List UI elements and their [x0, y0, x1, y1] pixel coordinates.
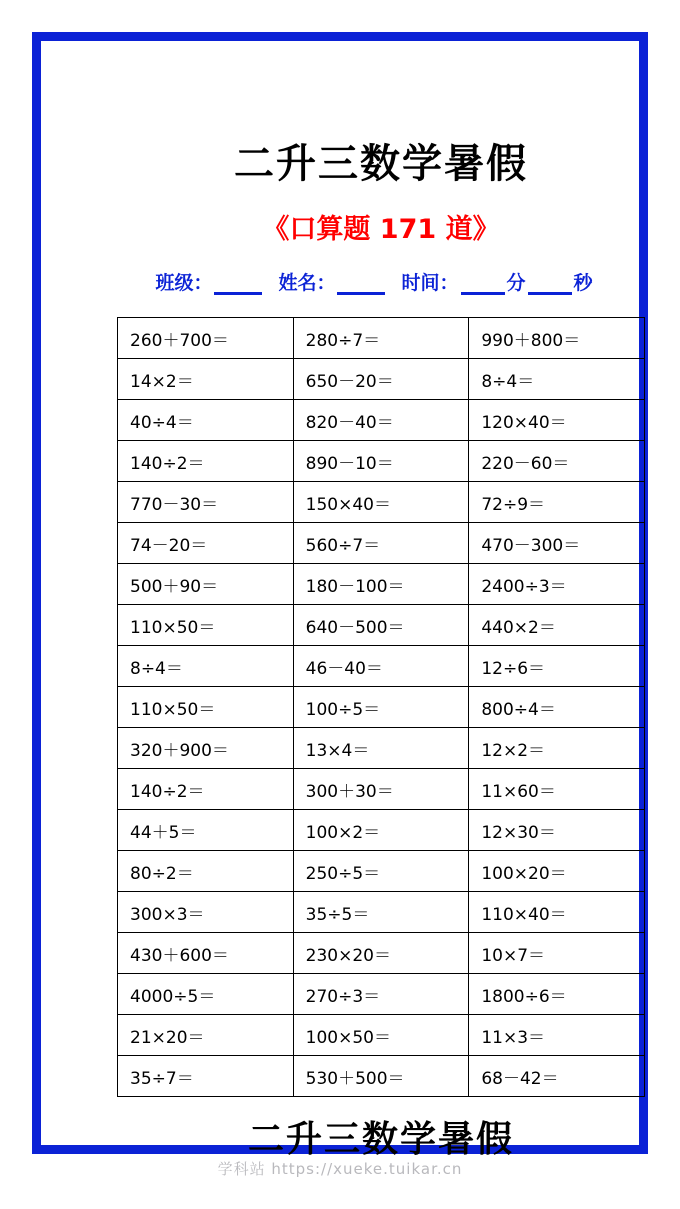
problem-cell: 80÷2＝ — [118, 851, 294, 892]
problem-cell: 100×50＝ — [293, 1015, 469, 1056]
table-row — [118, 482, 645, 523]
problem-cell: 990＋800＝ — [469, 318, 645, 359]
problem-cell: 35÷5＝ — [293, 892, 469, 933]
problem-cell: 180－100＝ — [293, 564, 469, 605]
table-row — [118, 646, 645, 687]
problem-cell: 800÷4＝ — [469, 687, 645, 728]
problem-cell: 2400÷3＝ — [469, 564, 645, 605]
problem-cell: 1800÷6＝ — [469, 974, 645, 1015]
table-row — [118, 974, 645, 1015]
problem-cell: 12×2＝ — [469, 728, 645, 769]
problem-cell: 68－42＝ — [469, 1056, 645, 1097]
table-row — [118, 318, 645, 359]
time-label: 时间： — [401, 272, 459, 294]
table-row — [118, 728, 645, 769]
problem-cell: 74－20＝ — [118, 523, 294, 564]
table-row — [118, 687, 645, 728]
problem-cell: 440×2＝ — [469, 605, 645, 646]
problem-cell: 820－40＝ — [293, 400, 469, 441]
class-blank[interactable] — [214, 274, 262, 295]
name-blank[interactable] — [337, 274, 385, 295]
problem-cell: 12×30＝ — [469, 810, 645, 851]
problem-cell: 110×50＝ — [118, 687, 294, 728]
problem-cell: 640－500＝ — [293, 605, 469, 646]
problem-cell: 280÷7＝ — [293, 318, 469, 359]
problem-cell: 46－40＝ — [293, 646, 469, 687]
class-field — [155, 268, 264, 295]
problem-cell: 890－10＝ — [293, 441, 469, 482]
problem-cell: 100×2＝ — [293, 810, 469, 851]
table-row — [118, 769, 645, 810]
table-row — [118, 564, 645, 605]
problem-cell: 11×60＝ — [469, 769, 645, 810]
seconds-blank[interactable] — [528, 274, 572, 295]
problem-cell: 21×20＝ — [118, 1015, 294, 1056]
problem-cell: 470－300＝ — [469, 523, 645, 564]
problem-cell: 300＋30＝ — [293, 769, 469, 810]
problem-cell: 650－20＝ — [293, 359, 469, 400]
table-row — [118, 892, 645, 933]
student-info-row — [88, 268, 674, 295]
table-row — [118, 810, 645, 851]
problem-cell: 220－60＝ — [469, 441, 645, 482]
problem-cell: 530＋500＝ — [293, 1056, 469, 1097]
page-title: 二升三数学暑假 — [234, 141, 528, 187]
table-row — [118, 933, 645, 974]
problem-cell: 100×20＝ — [469, 851, 645, 892]
table-row — [118, 851, 645, 892]
table-row — [118, 523, 645, 564]
problem-cell: 40÷4＝ — [118, 400, 294, 441]
problem-cell: 8÷4＝ — [469, 359, 645, 400]
problem-cell: 230×20＝ — [293, 933, 469, 974]
time-field — [401, 268, 592, 295]
problem-cell: 770－30＝ — [118, 482, 294, 523]
problem-cell: 10×7＝ — [469, 933, 645, 974]
problem-cell: 110×40＝ — [469, 892, 645, 933]
problem-cell: 140÷2＝ — [118, 441, 294, 482]
problem-cell: 150×40＝ — [293, 482, 469, 523]
problem-cell: 320＋900＝ — [118, 728, 294, 769]
problem-cell: 500＋90＝ — [118, 564, 294, 605]
problem-cell: 13×4＝ — [293, 728, 469, 769]
table-row — [118, 441, 645, 482]
table-row — [118, 1056, 645, 1097]
footer-title: 二升三数学暑假 — [247, 1119, 514, 1160]
problem-cell: 11×3＝ — [469, 1015, 645, 1056]
name-label: 姓名： — [278, 272, 336, 294]
problem-cell: 72÷9＝ — [469, 482, 645, 523]
page-content — [88, 88, 674, 1180]
problem-cell: 110×50＝ — [118, 605, 294, 646]
page-border — [32, 32, 648, 1160]
problem-cell: 300×3＝ — [118, 892, 294, 933]
problem-cell: 260＋700＝ — [118, 318, 294, 359]
problem-cell: 8÷4＝ — [118, 646, 294, 687]
problem-cell: 44＋5＝ — [118, 810, 294, 851]
page-subtitle: 《口算题 171 道》 — [262, 214, 500, 245]
problem-cell: 560÷7＝ — [293, 523, 469, 564]
table-row — [118, 1015, 645, 1056]
problem-cell: 12÷6＝ — [469, 646, 645, 687]
minute-unit-label: 分 — [506, 272, 526, 294]
name-field — [278, 268, 387, 295]
problems-table — [117, 317, 645, 1097]
second-unit-label: 秒 — [573, 272, 593, 294]
class-label: 班级： — [155, 272, 213, 294]
table-row — [118, 605, 645, 646]
problem-cell: 270÷3＝ — [293, 974, 469, 1015]
problem-cell: 4000÷5＝ — [118, 974, 294, 1015]
problem-cell: 14×2＝ — [118, 359, 294, 400]
problem-cell: 100÷5＝ — [293, 687, 469, 728]
minutes-blank[interactable] — [461, 274, 505, 295]
problem-cell: 250÷5＝ — [293, 851, 469, 892]
table-row — [118, 400, 645, 441]
problem-cell: 120×40＝ — [469, 400, 645, 441]
problem-cell: 140÷2＝ — [118, 769, 294, 810]
watermark: 学科站 https://xueke.tuikar.cn — [217, 1160, 463, 1178]
table-row — [118, 359, 645, 400]
problem-cell: 430＋600＝ — [118, 933, 294, 974]
problem-cell: 35÷7＝ — [118, 1056, 294, 1097]
